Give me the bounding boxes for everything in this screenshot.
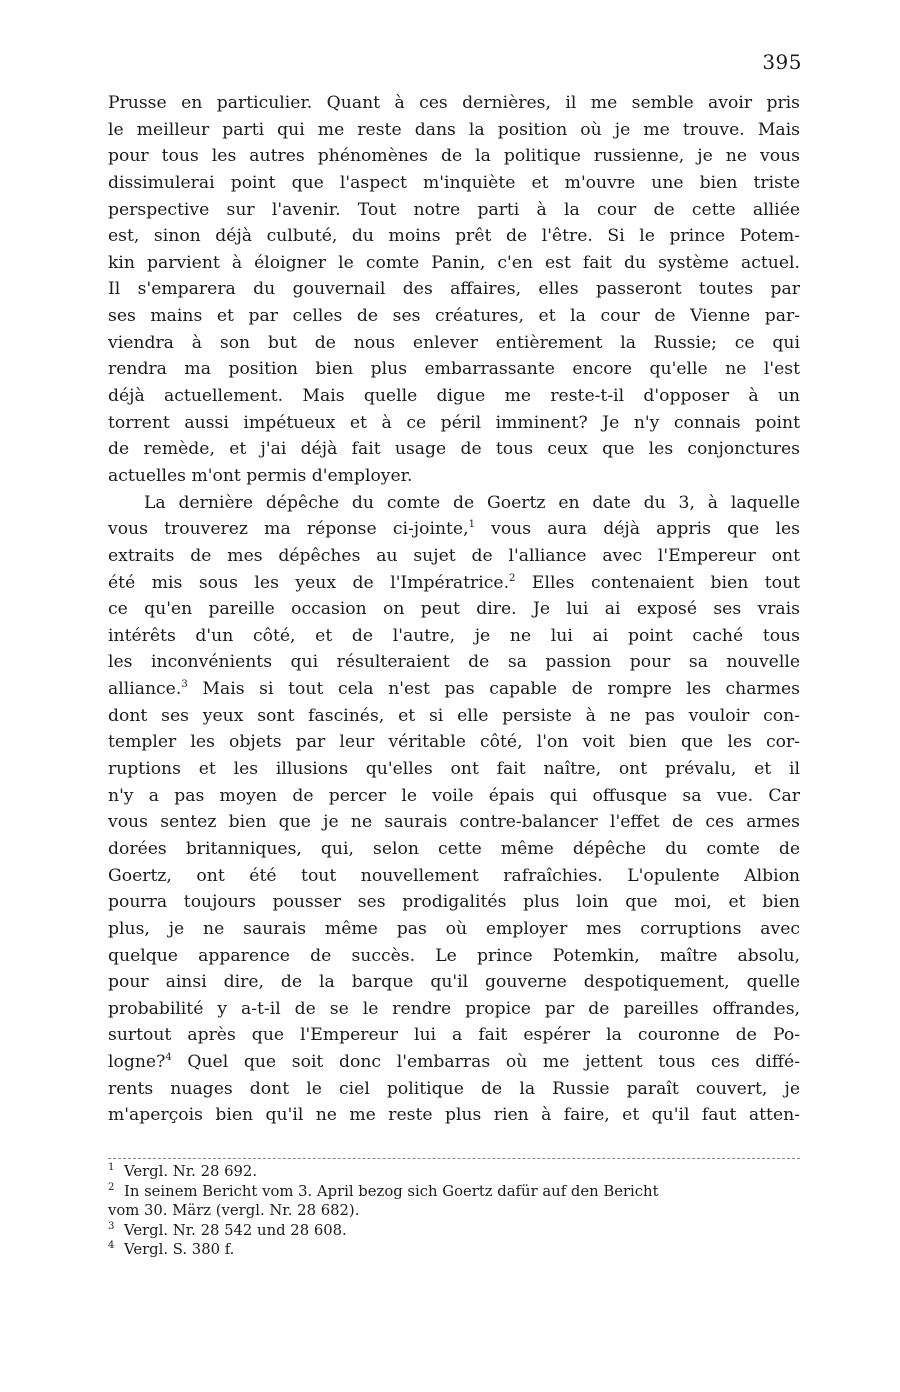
- text-line: [108, 1049, 800, 1076]
- text-line: Prusse en particulier. Quant à ces dernières, il me semble avoir pris: [108, 93, 800, 113]
- text-line: templer les objets par leur véritable côté, l'on voit bien que les cor-: [108, 732, 800, 753]
- text-line: intérêts d'un côté, et de l'autre, je ne lui ai point caché tous: [108, 625, 800, 646]
- text-line: viendra à son but de nous enlever entièrement la Russie; ce qui: [108, 332, 800, 353]
- footnote: 4 Vergl. S. 380 f.: [108, 1240, 235, 1259]
- footnote-text: vom 30. März (vergl. Nr. 28 682).: [108, 1202, 360, 1220]
- note-ref: 1: [468, 519, 475, 531]
- text-line: m'aperçois bien qu'il ne me reste plus rien à faire, et qu'il faut atten-: [108, 1105, 800, 1126]
- text-line: rents nuages dont le ciel politique de la Russie paraît couvert, je: [108, 1078, 800, 1099]
- footnote-divider: [108, 1158, 800, 1159]
- main-text: [108, 90, 800, 1129]
- text-line: vous sentez bien que je ne saurais contre-balancer l'effet de ces armes: [108, 812, 800, 833]
- footnote-text: Vergl. Nr. 28 542 und 28 608.: [124, 1221, 347, 1239]
- footnote: 2 In seinem Bericht vom 3. April bezog sich Goertz dafür auf den Bericht: [108, 1181, 659, 1200]
- note-ref: 4: [165, 1052, 172, 1064]
- page-number: 395: [762, 50, 802, 74]
- text-line: ses mains et par celles de ses créatures, et la cour de Vienne par-: [108, 306, 800, 327]
- text-line: extraits de mes dépêches au sujet de l'alliance avec l'Empereur ont: [108, 545, 800, 566]
- text-line: les inconvénients qui résulteraient de sa passion pour sa nouvelle: [108, 652, 800, 673]
- footnote-text: Vergl. S. 380 f.: [124, 1241, 235, 1259]
- text-line: torrent aussi impétueux et à ce péril imminent? Je n'y connais point: [108, 412, 800, 433]
- footnote-text: Vergl. Nr. 28 692.: [124, 1163, 258, 1180]
- text-line: [108, 676, 800, 703]
- line-head: été mis sous les yeux de l'Impératrice.: [108, 572, 510, 593]
- footnote-text: In seinem Bericht vom 3. April bezog sich Goertz dafür auf den Bericht: [124, 1182, 659, 1200]
- line-tail: vous aura déjà appris que les: [474, 519, 800, 540]
- text-line: de remède, et j'ai déjà fait usage de tous ceux que les conjonctures: [108, 439, 800, 460]
- text-line: [108, 516, 800, 543]
- text-line: est, sinon déjà culbuté, du moins prêt de l'être. Si le prince Potem-: [108, 226, 800, 247]
- line-tail: Elles contenaient bien tout: [515, 572, 800, 593]
- text-line: perspective sur l'avenir. Tout notre parti à la cour de cette alliée: [108, 199, 800, 220]
- text-line: actuelles m'ont permis d'employer.: [108, 465, 413, 486]
- text-line: Il s'emparera du gouvernail des affaires, elles passeront toutes par: [108, 279, 800, 300]
- text-line: Goertz, ont été tout nouvellement rafraîchies. L'opulente Albion: [108, 865, 800, 886]
- line-head: vous trouverez ma réponse ci-jointe,: [108, 519, 469, 540]
- text-line: [108, 570, 800, 597]
- text-line: surtout après que l'Empereur lui a fait espérer la couronne de Po-: [108, 1025, 800, 1046]
- text-line: ruptions et les illusions qu'elles ont fait naître, ont prévalu, et il: [108, 759, 800, 780]
- text-line: pourra toujours pousser ses prodigalités plus loin que moi, et bien: [108, 892, 800, 913]
- text-line: quelque apparence de succès. Le prince Potemkin, maître absolu,: [108, 945, 800, 966]
- text-line: rendra ma position bien plus embarrassante encore qu'elle ne l'est: [108, 359, 800, 380]
- footnote: 1 Vergl. Nr. 28 692.: [108, 1162, 258, 1180]
- note-ref: 2: [509, 572, 516, 584]
- text-line: La dernière dépêche du comte de Goertz en date du 3, à laquelle: [144, 492, 800, 513]
- line-head: alliance.: [108, 679, 182, 700]
- text-line: dorées britanniques, qui, selon cette même dépêche du comte de: [108, 838, 800, 859]
- text-line: le meilleur parti qui me reste dans la position où je me trouve. Mais: [108, 119, 800, 140]
- text-line: pour ainsi dire, de la barque qu'il gouverne despotiquement, quelle: [108, 972, 800, 993]
- text-line: plus, je ne saurais même pas où employer mes corruptions avec: [108, 918, 800, 939]
- text-line: kin parvient à éloigner le comte Panin, c'en est fait du système actuel.: [108, 252, 800, 273]
- line-head: logne?: [108, 1052, 166, 1073]
- text-line: déjà actuellement. Mais quelle digue me reste-t-il d'opposer à un: [108, 386, 800, 407]
- text-line: pour tous les autres phénomènes de la politique russienne, je ne vous: [108, 146, 800, 167]
- note-ref: 3: [181, 679, 188, 691]
- text-line: probabilité y a-t-il de se le rendre propice par de pareilles offrandes,: [108, 998, 800, 1019]
- text-line: dissimulerai point que l'aspect m'inquiète et m'ouvre une bien triste: [108, 172, 800, 193]
- footnote: [108, 1201, 800, 1221]
- text-line: n'y a pas moyen de percer le voile épais qui offusque sa vue. Car: [108, 785, 800, 806]
- text-line: dont ses yeux sont fascinés, et si elle persiste à ne pas vouloir con-: [108, 705, 800, 726]
- line-tail: Mais si tout cela n'est pas capable de rompre les charmes: [187, 679, 800, 700]
- footnote: 3 Vergl. Nr. 28 542 und 28 608.: [108, 1220, 347, 1239]
- line-tail: Quel que soit donc l'embarras où me jettent tous ces diffé-: [171, 1052, 800, 1073]
- text-line: ce qu'en pareille occasion on peut dire. Je lui ai exposé ses vrais: [108, 599, 800, 620]
- footnotes: [108, 1162, 800, 1260]
